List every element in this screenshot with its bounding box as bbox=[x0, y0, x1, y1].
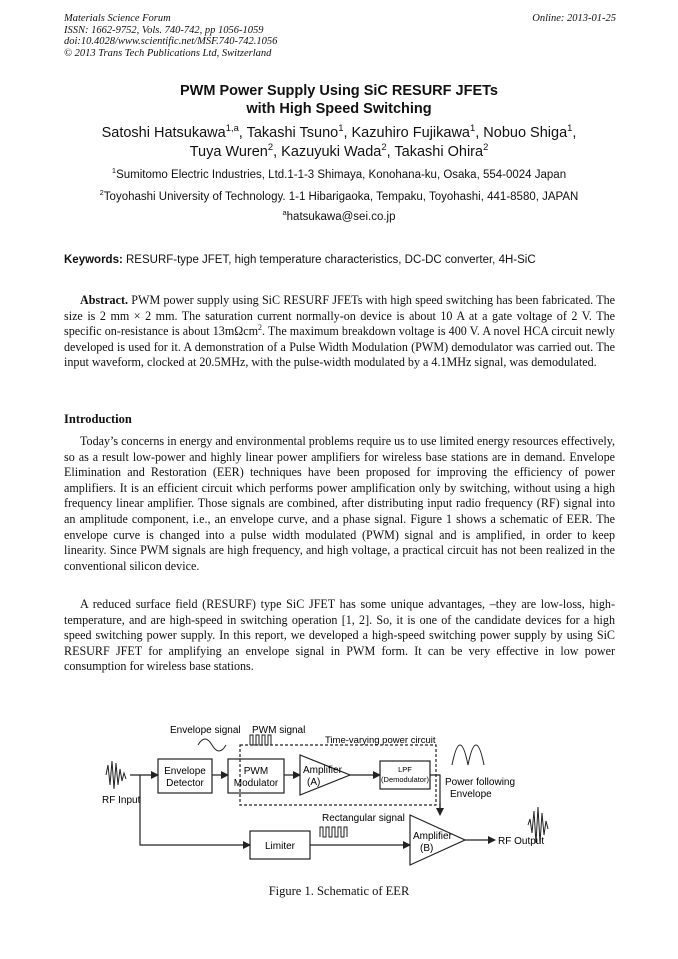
author-list bbox=[0, 124, 678, 162]
time-varying-label: Time-varying power circuit bbox=[325, 735, 436, 746]
journal-name: Materials Science Forum bbox=[64, 13, 171, 24]
pwm-modulator-label-1: PWM bbox=[243, 766, 269, 777]
author-name: Nobuo Shiga bbox=[483, 125, 568, 141]
author-sup: 2 bbox=[381, 141, 387, 153]
issn-line: ISSN: 1662-9752, Vols. 740-742, pp 1056-1059 bbox=[64, 24, 264, 36]
envelope-signal-label: Envelope signal bbox=[170, 725, 241, 736]
rf-input-waveform-icon bbox=[106, 761, 126, 789]
power-following-wave-icon bbox=[452, 745, 484, 765]
keywords-text: RESURF-type JFET, high temperature characteristics, DC-DC converter, 4H-SiC bbox=[122, 254, 536, 266]
envelope-signal-icon bbox=[198, 739, 226, 751]
section-heading-introduction: Introduction bbox=[64, 412, 132, 426]
intro-paragraph-1: Today’s concerns in energy and environmental problems require us to use limited energy resources effectively, so as a result low-power and highly linear power amplifiers for wireless base stations are in demand. Envelope Elimination and Restoration (EER) techniques have been proposed for improving the efficiency of power amplifiers. It is an efficient circuit which performs power amplification only by switching, without using a high frequency linear amplifier. Those signals are combined, after distributing input radio frequency (RF) signal into an amplitude component, i.e., an envelope curve, and a phase signal. Figure 1 shows a schematic of EER. The envelope curve is changed into a pulse width modulated (PWM) signal and is amplified, in order to keep linearity. Since PWM signals are high frequency, and high voltage, a practical circuit has not been realized in the conventional silicon device. bbox=[64, 434, 615, 573]
pwm-signal-icon bbox=[250, 735, 271, 745]
author-name: Takashi Ohira bbox=[394, 144, 484, 160]
rf-input-label: RF Input bbox=[102, 795, 141, 806]
copyright-line: © 2013 Trans Tech Publications Ltd, Switzerland bbox=[64, 47, 272, 59]
doi-line: doi:10.4028/www.scientific.net/MSF.740-742.1056 bbox=[64, 36, 278, 47]
envelope-detector-label-1: Envelope bbox=[164, 766, 206, 777]
eer-schematic bbox=[100, 715, 565, 875]
keywords-label: Keywords: bbox=[64, 254, 123, 266]
paper-title bbox=[0, 82, 678, 118]
author-sup: 1 bbox=[338, 122, 344, 134]
keywords bbox=[64, 254, 624, 266]
rectangular-signal-icon bbox=[320, 827, 347, 837]
abstract-label: Abstract. bbox=[80, 293, 129, 307]
author-line-1: Satoshi Hatsukawa$^{1,a}$, Takashi Tsuno$^1$, Kazuhiro Fujikawa$^1$, Nobuo Shiga$^1$, bbox=[101, 122, 577, 141]
author-name: Satoshi Hatsukawa bbox=[101, 125, 226, 141]
rectangular-signal-label: Rectangular signal bbox=[322, 813, 405, 824]
lpf-label-1: LPF bbox=[398, 765, 412, 774]
author-name: Kazuhiro Fujikawa bbox=[351, 125, 470, 141]
affiliation-1: $^1$Sumitomo Electric Industries, Ltd.1-1-3 Shimaya, Konohana-ku, Osaka, 554-0024 Japan bbox=[111, 166, 567, 181]
title-line-2: with High Speed Switching bbox=[246, 101, 432, 117]
email-link[interactable]: hatsukawa@sei.co.jp bbox=[286, 211, 396, 223]
pwm-signal-label: PWM signal bbox=[252, 725, 306, 736]
amplifier-b-label-1: Amplifier bbox=[413, 831, 452, 842]
title-line-1: PWM Power Supply Using SiC RESURF JFETs bbox=[180, 83, 498, 99]
amplifier-a-label-1: Amplifier bbox=[303, 765, 342, 776]
page-header bbox=[64, 13, 616, 59]
author-sup: 2 bbox=[483, 141, 489, 153]
affiliation-2: $^2$Toyohashi University of Technology. 1-1 Hibarigaoka, Tempaku, Toyohashi, 441-8580, JAPAN bbox=[99, 188, 579, 203]
intro-paragraph-2: A reduced surface field (RESURF) type SiC JFET has some unique advantages, –they are low-loss, high-temperature, and are high-speed in switching operation [1, 2]. So, it is one of the candidate devices for a high speed switching power supply. In this report, we developed a high-speed switching power supply by using SiC RESURF JFET for amplifying an envelope signal in PWM form. It can be very effective in low power consumption for wireless base stations. bbox=[64, 597, 615, 674]
author-name: Takashi Tsuno bbox=[246, 125, 339, 141]
power-following-label-2: Envelope bbox=[450, 789, 492, 800]
pwm-modulator-label-2: Modulator bbox=[233, 778, 279, 789]
rf-output-label: RF Output bbox=[498, 836, 545, 847]
lpf-label-2: (Demodulator) bbox=[381, 775, 429, 784]
envelope-detector-label-2: Detector bbox=[166, 778, 204, 789]
author-sup: 1 bbox=[470, 122, 476, 134]
abstract: Abstract. PWM power supply using SiC RESURF JFETs with high speed switching has been fabricated. The size is 2 mm × 2 mm. The saturation current normally-on device is about 10 A at a gate voltage of 2 V. The specific on-resistance is about 13mΩcm$^2$. The maximum breakdown voltage is 400 V. A novel HCA circuit newly developed is used for it. A demonstration of a Pulse Width Modulation (PWM) demodulator was carried out. The input waveform, clocked at 20.5MHz, with the pulse-width modulated by a 4.1MHz signal, was demodulated. bbox=[64, 293, 615, 370]
email-line: $^a$hatsukawa@sei.co.jp bbox=[282, 208, 396, 223]
author-line-2: Tuya Wuren$^2$, Kazuyuki Wada$^2$, Takashi Ohira$^2$ bbox=[189, 141, 489, 160]
author-name: Kazuyuki Wada bbox=[281, 144, 382, 160]
author-sup: 2 bbox=[267, 141, 274, 153]
author-sup: 1 bbox=[567, 122, 573, 134]
amplifier-a-label-2: (A) bbox=[307, 777, 321, 788]
limiter-label: Limiter bbox=[264, 841, 296, 852]
power-following-label-1: Power following bbox=[445, 777, 516, 788]
amplifier-b-label-2: (B) bbox=[420, 843, 434, 854]
online-date: Online: 2013-01-25 bbox=[532, 13, 616, 24]
figure-caption: Figure 1. Schematic of EER bbox=[268, 884, 410, 898]
author-name: Tuya Wuren bbox=[189, 144, 268, 160]
author-sup: 1,a bbox=[225, 122, 239, 134]
